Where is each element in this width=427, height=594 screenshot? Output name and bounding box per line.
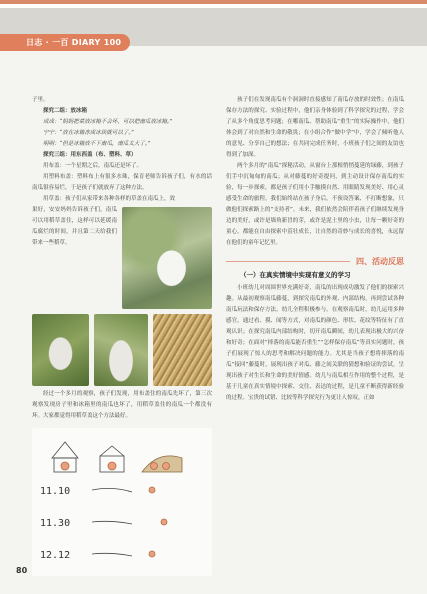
group3-title: 探究三组：用东西盖（布、塑料、草） (43, 152, 137, 158)
paragraph-child: 子里。 (32, 97, 49, 103)
drawing-date-1: 11.10 (40, 486, 71, 497)
left-column (32, 95, 212, 576)
page-number: 80 (16, 566, 28, 575)
right-paragraph-1: 孩子们在发现南瓜有个洞洞时直接感知了南瓜存放的时效性；在南瓜保存方法的探究、实验过程中，他们亲身体验到了科学探究的过程，学会了从多个角度思考问题；在哪南瓜、帮助南瓜“重生”的实际操作中，他们体会到了对自然和生命的敬畏；在小组合作“做中学”中，学会了倾听他人的意见、分享自己的想法；在共同完成任务时，小班孩子们之间的友谊也得到了加深。 (226, 97, 404, 158)
header-tab (0, 34, 130, 51)
group2-line-1: 成成：“妈妈把菜放冰箱不会坏，可以把南瓜放冰箱。” (43, 119, 173, 125)
child-drawing (32, 428, 212, 576)
subsection-title: （一）在真实情境中实现有意义的学习 (240, 271, 351, 279)
right-paragraph-3: 小班幼儿对周围世界充满好奇，南瓜的出现成功激发了他们的探索兴趣。从最初观察南瓜藤蔓，到探究南瓜的外观、内部结构，再到尝试各种南瓜玩法和保存方法，幼儿全程积极参与。在观察南瓜时，幼儿运用多种感官，通过看、摸、闻等方式，对南瓜的颜色、形状、花纹等特征有了直观认识；在探究南瓜内部结构时，切开南瓜瞬间，幼儿表现出极大的兴奋和好奇；在面对“摔落的南瓜能否重生”“怎样保存南瓜”等真实问题时，孩子们展现了惊人的思考和解决问题的能力。尤其是当孩子想将摔落的南瓜“接回”藤蔓时，展现出孩子对瓜、藤之间关联的猜想和验证的尝试，呈现出孩子对生长和生命的美好情感。幼儿与南瓜相互作用的整个过程，是基于儿童在真实情境中探索、交往、表达的过程，是儿童不断获得新经验的过程。宝贵的试错、比较等科学探究行为更让人惊叹，正如 (226, 285, 404, 401)
right-paragraph-2: 两个多月的“南瓜”探秘活动，从窗台上那根悄悄蔓延的绿藤，到孩子们手中沉甸甸的南瓜；从对藤蔓的好奇提问，到主动设计保存南瓜的实验，每一步探索，都是孩子们用小手触摸自然、用眼睛发现美好、用心灵感受生命的旅程。我们始终站在孩子身后，不预设答案、不打断想象，只做他们探索路上的“支持者”。未来，我们依然会陪伴着孩子们继续发现身边的美好，或许是墙角新冒的芽，或许是泥土里的小虫，让每一颗好奇的童心，都能在自由探索中茁壮成长，让自然的奇妙与成长的喜悦，永远留在他们的童年记忆里。 (226, 163, 404, 246)
group3-line-1: 用布盖：一个星期之后，南瓜还是坏了。 (43, 163, 143, 169)
paragraph-after: 经过一个多月的观察，孩子们发现，用布盖住的南瓜先坏了，第三次观察发现房子里和冰箱里的南瓜也坏了，用稻草盖住的南瓜一个都没有坏。大家都觉得用稻草盖这个方法最好。 (32, 391, 212, 419)
group2-title: 探究二组：放冰箱 (43, 108, 88, 114)
bagged-pumpkin-photo-2 (94, 314, 148, 386)
right-column (226, 95, 404, 404)
group2-line-2: 宁宁：“放在冰箱冻成冰块就可以了。” (43, 130, 134, 136)
group3-line-3a: 用草盖：孩子们从家带来各种各样的草盖在南瓜上，效 (43, 196, 176, 202)
drawing-date-2: 11.30 (40, 518, 71, 529)
header-tab-label: 日志 · 一百 DIARY 100 (26, 38, 122, 47)
bagged-pumpkin-photo (32, 314, 89, 386)
drawing-date-3: 12.12 (40, 550, 71, 561)
straw-cover-photo (153, 314, 212, 386)
photo-row (32, 314, 212, 386)
pumpkin-bag-photo (122, 207, 212, 309)
section-heading (226, 256, 404, 267)
group3-line-3b: 果好，安安妈妈告诉孩子们，南瓜可以用稻草盖住，这样可以延缓南瓜腐烂的时间，并且第二天给我们带来一些稻草。 (32, 207, 117, 246)
section-title: 四、活动反思 (356, 257, 404, 266)
group2-line-3: 明明：“但是冰箱放不下南瓜，南瓜太大了。” (43, 141, 151, 147)
section-divider (226, 261, 350, 262)
group3-line-2: 用塑料布盖：塑料布上有很多水珠，保育老师告诉孩子们，有水的话南瓜很容易烂，于是孩子们就放弃了这种方法。 (32, 174, 212, 191)
